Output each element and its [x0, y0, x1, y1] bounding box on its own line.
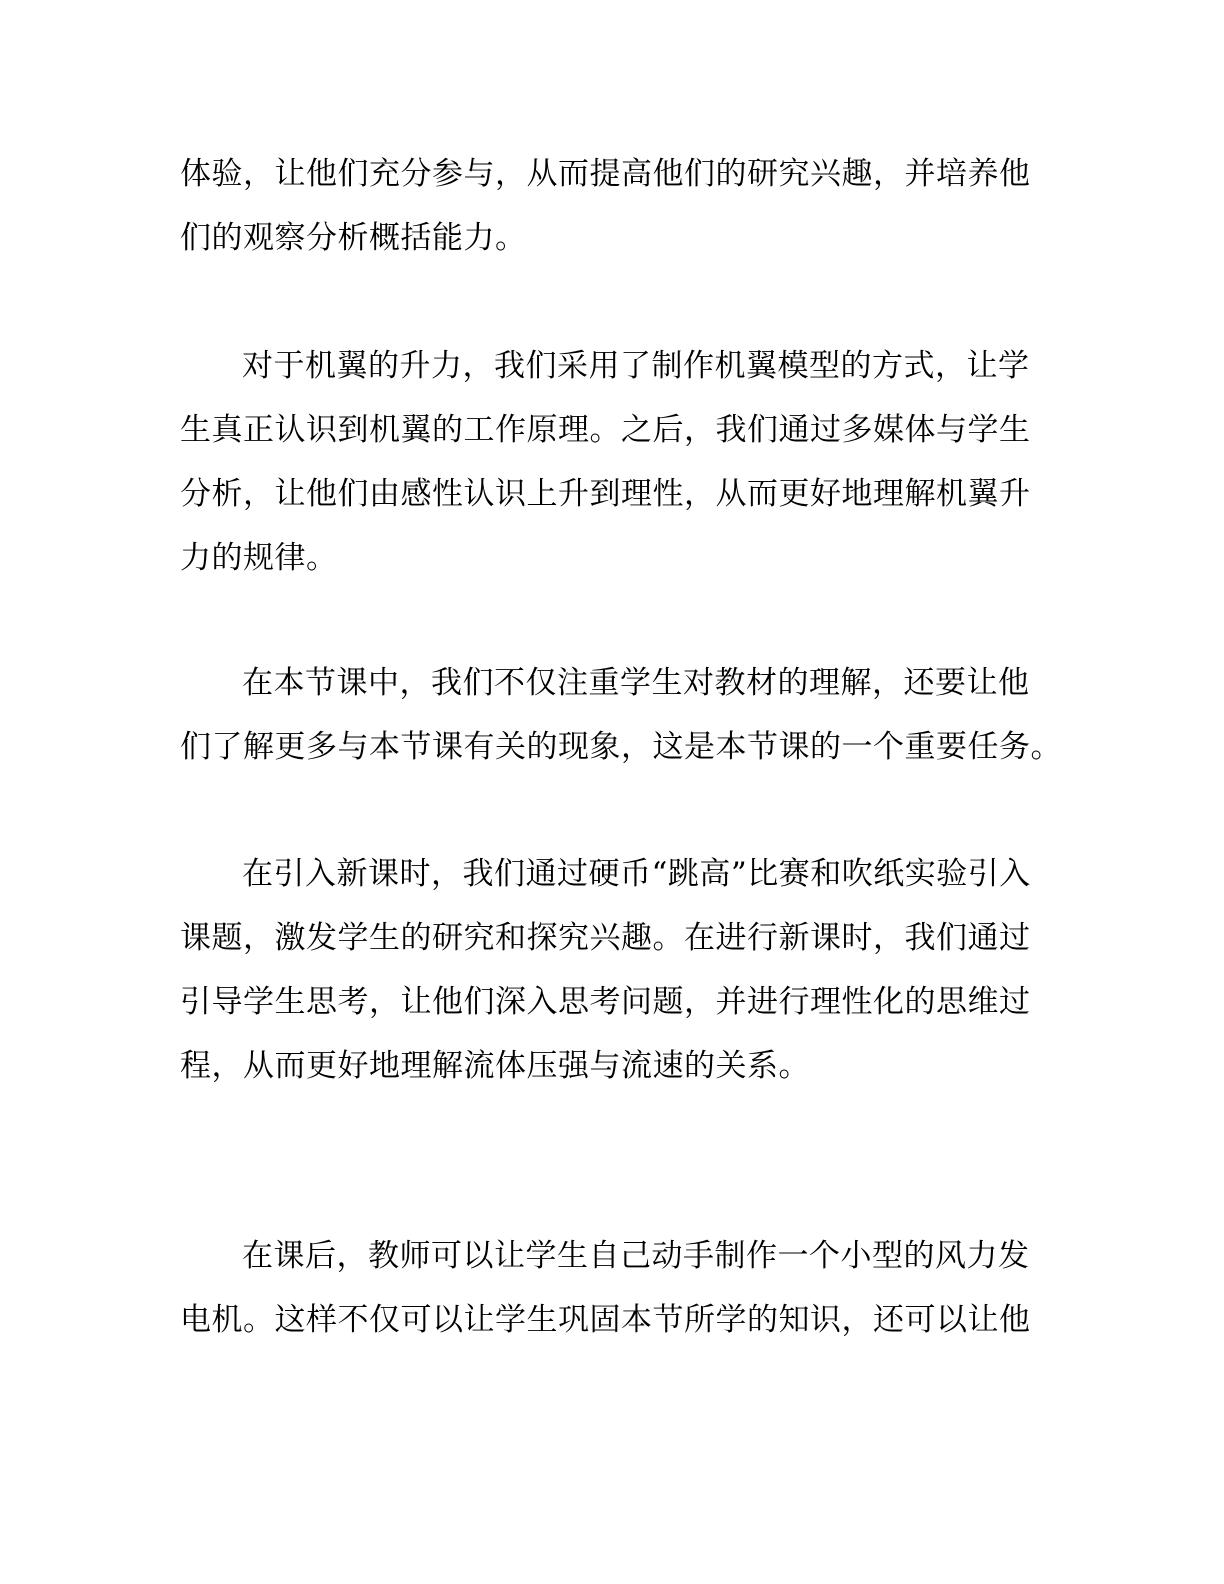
paragraph-line: 们了解更多与本节课有关的现象，这是本节课的一个重要任务。: [180, 729, 1062, 765]
paragraph-1: [180, 142, 1060, 270]
paragraph-line: 电机。这样不仅可以让学生巩固本节所学的知识，还可以让他: [180, 1302, 1031, 1338]
paragraph-line: 在课后，教师可以让学生自己动手制作一个小型的风力发: [242, 1238, 1030, 1274]
paragraph-line: 课题，激发学生的研究和探究兴趣。在进行新课时，我们通过: [180, 920, 1031, 956]
paragraph-line: 们的观察分析概括能力。: [180, 220, 527, 256]
paragraph-line: 体验，让他们充分参与，从而提高他们的研究兴趣，并培养他: [180, 156, 1031, 192]
paragraph-line: 在引入新课时，我们通过硬币“跳高”比赛和吹纸实验引入: [242, 856, 1031, 892]
paragraph-line: 生真正认识到机翼的工作原理。之后，我们通过多媒体与学生: [180, 412, 1031, 448]
paragraph-line: 分析，让他们由感性认识上升到理性，从而更好地理解机翼升: [180, 476, 1031, 512]
paragraph-line: 在本节课中，我们不仅注重学生对教材的理解，还要让他: [242, 665, 1030, 701]
paragraph-line: 程，从而更好地理解流体压强与流速的关系。: [180, 1048, 810, 1084]
paragraph-3: [180, 651, 1060, 779]
paragraph-line: 引导学生思考，让他们深入思考问题，并进行理性化的思维过: [180, 984, 1031, 1020]
paragraph-5: [180, 1224, 1060, 1352]
paragraph-4: [180, 842, 1060, 1098]
paragraph-line: 力的规律。: [180, 540, 338, 576]
paragraph-line: 对于机翼的升力，我们采用了制作机翼模型的方式，让学: [242, 348, 1030, 384]
paragraph-2: [180, 334, 1060, 590]
